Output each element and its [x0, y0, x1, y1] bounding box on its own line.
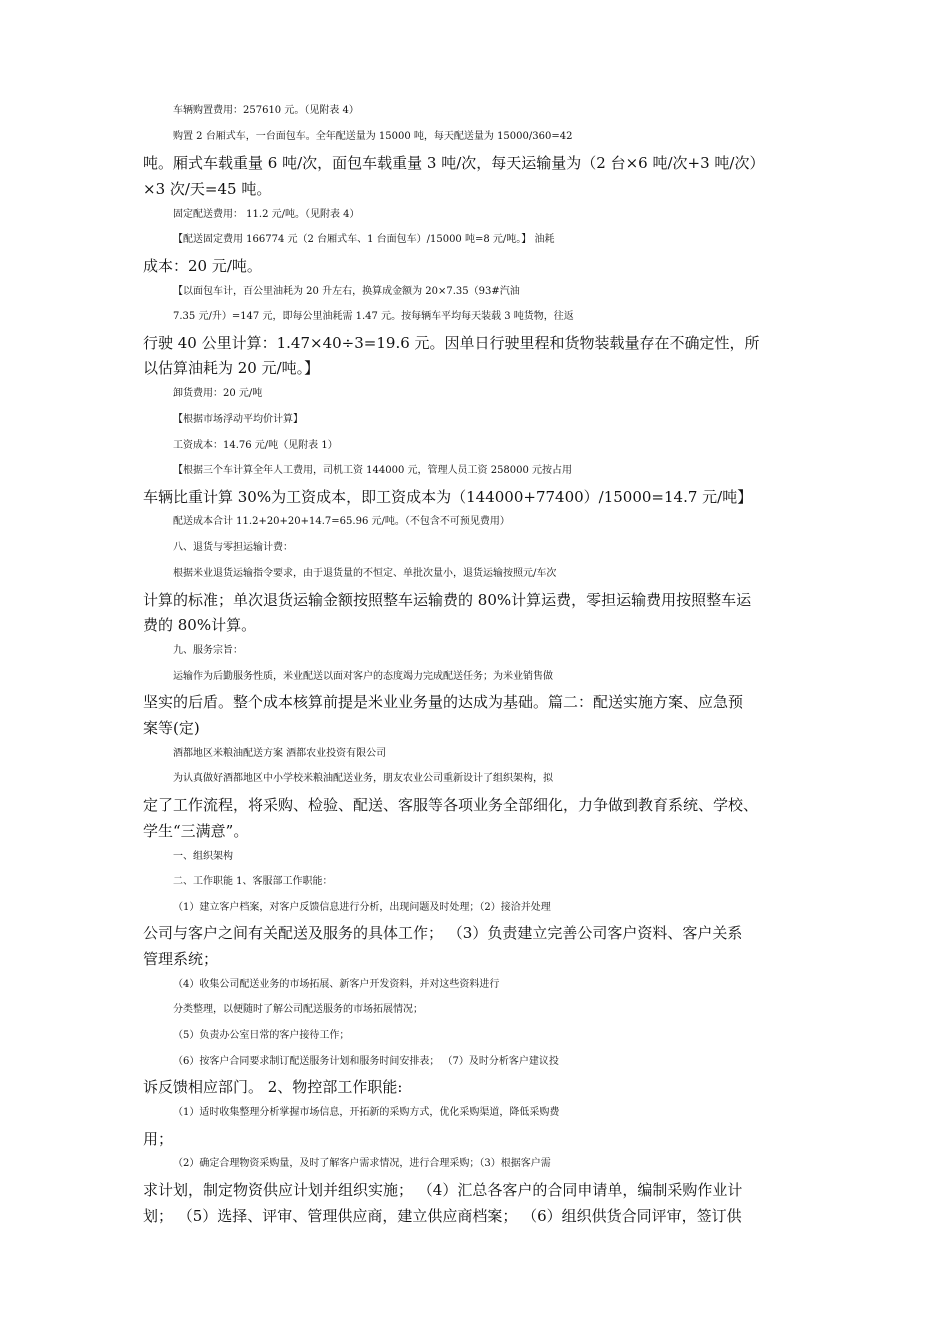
section-heading: 九、服务宗旨： — [173, 645, 243, 656]
text-line: ×3 次/天=45 吨。 — [143, 180, 272, 198]
text-line: 【以面包车计，百公里油耗为 20 升左右，换算成金额为 20×7.35（93#汽油 — [173, 286, 520, 297]
text-line: 分类整理，以便随时了解公司配送服务的市场拓展情况； — [173, 1004, 423, 1015]
text-line: 费的 80%计算。 — [143, 616, 257, 634]
text-line: 为认真做好酒都地区中小学校米粮油配送业务，朋友农业公司重新设计了组织架构，拟 — [173, 773, 553, 784]
text-line: 定了工作流程，将采购、检验、配送、客服等各项业务全部细化，力争做到教育系统、学校、 — [143, 796, 759, 814]
text-line: 诉反馈相应部门。 2、物控部工作职能: — [143, 1078, 403, 1096]
text-line: 根据米业退货运输指令要求，由于退货量的不恒定、单批次量小，退货运输按照元/车次 — [173, 568, 557, 579]
text-line: （2）确定合理物资采购量，及时了解客户需求情况，进行合理采购；（3）根据客户需 — [173, 1158, 551, 1169]
text-line: （4）收集公司配送业务的市场拓展、新客户开发资料，并对这些资料进行 — [173, 979, 500, 990]
text-line: 坚实的后盾。整个成本核算前提是米业业务量的达成为基础。篇二：配送实施方案、应急预 — [143, 693, 744, 711]
text-line: 管理系统； — [143, 950, 219, 968]
section-heading: 二、工作职能 1、客服部工作职能： — [173, 876, 333, 887]
text-line: 配送成本合计 11.2+20+20+14.7=65.96 元/吨。（不包含不可预见费用） — [173, 516, 510, 527]
text-line: 卸货费用：20 元/吨 — [173, 388, 263, 399]
text-line: 【根据市场浮动平均价计算】 — [173, 414, 303, 425]
text-line: 运输作为后勤服务性质，米业配送以面对客户的态度竭力完成配送任务；为米业销售做 — [173, 671, 553, 682]
text-line: 【根据三个车计算全年人工费用，司机工资 144000 元，管理人员工资 258000 元按占用 — [173, 465, 573, 476]
text-line: 划； （5）选择、评审、管理供应商，建立供应商档案； （6）组织供货合同评审，签订供 — [143, 1207, 742, 1225]
text-line: （1）建立客户档案，对客户反馈信息进行分析，出现问题及时处理；（2）接洽并处理 — [173, 902, 551, 913]
text-line: （6）按客户合同要求制订配送服务计划和服务时间安排表； （7）及时分析客户建议投 — [173, 1056, 559, 1067]
text-line: 学生“三满意”。 — [143, 822, 249, 840]
text-line: 车辆比重计算 30%为工资成本，即工资成本为（144000+77400）/15000=14.7 元/吨】 — [143, 488, 753, 506]
section-heading: 八、退货与零担运输计费： — [173, 542, 293, 553]
text-line: 工资成本：14.76 元/吨（见附表 1） — [173, 440, 338, 451]
text-line: 7.35 元/升）=147 元，即每公里油耗需 1.47 元。按每辆车平均每天装载 3 吨货物，往返 — [173, 311, 574, 322]
text-line: （5）负责办公室日常的客户接待工作； — [173, 1030, 350, 1041]
text-line: 车辆购置费用：257610 元。（见附表 4） — [173, 105, 359, 116]
text-line: 固定配送费用： 11.2 元/吨。（见附表 4） — [173, 209, 360, 220]
section-heading: 一、组织架构 — [173, 851, 233, 862]
text-line: 行驶 40 公里计算：1.47×40÷3=19.6 元。因单日行驶里程和货物装载量存在不确定性，所 — [143, 334, 760, 352]
text-line: 用； — [143, 1130, 174, 1148]
text-line: 吨。厢式车载重量 6 吨/次，面包车载重量 3 吨/次，每天运输量为（2 台×6 吨/次+3 吨/次） — [143, 154, 765, 172]
text-line: 购置 2 台厢式车，一台面包车。全年配送量为 15000 吨，每天配送量为 15000/360=42 — [173, 131, 573, 142]
text-line: 求计划，制定物资供应计划并组织实施； （4）汇总各客户的合同申请单，编制采购作业计 — [143, 1181, 743, 1199]
text-line: 成本：20 元/吨。 — [143, 257, 262, 275]
text-line: 【配送固定费用 166774 元（2 台厢式车、1 台面包车）/15000 吨=8 元/吨。】 油耗 — [173, 234, 555, 245]
text-line: （1）适时收集整理分析掌握市场信息，开拓新的采购方式，优化采购渠道，降低采购费 — [173, 1107, 560, 1118]
text-line: 以估算油耗为 20 元/吨。】 — [143, 359, 320, 377]
document-title: 酒都地区米粮油配送方案 酒都农业投资有限公司 — [173, 748, 387, 759]
text-line: 计算的标准；单次退货运输金额按照整车运输费的 80%计算运费，零担运输费用按照整车运 — [143, 591, 752, 609]
text-line: 公司与客户之间有关配送及服务的具体工作； （3）负责建立完善公司客户资料、客户关系 — [143, 924, 743, 942]
text-line: 案等(定) — [143, 719, 200, 737]
